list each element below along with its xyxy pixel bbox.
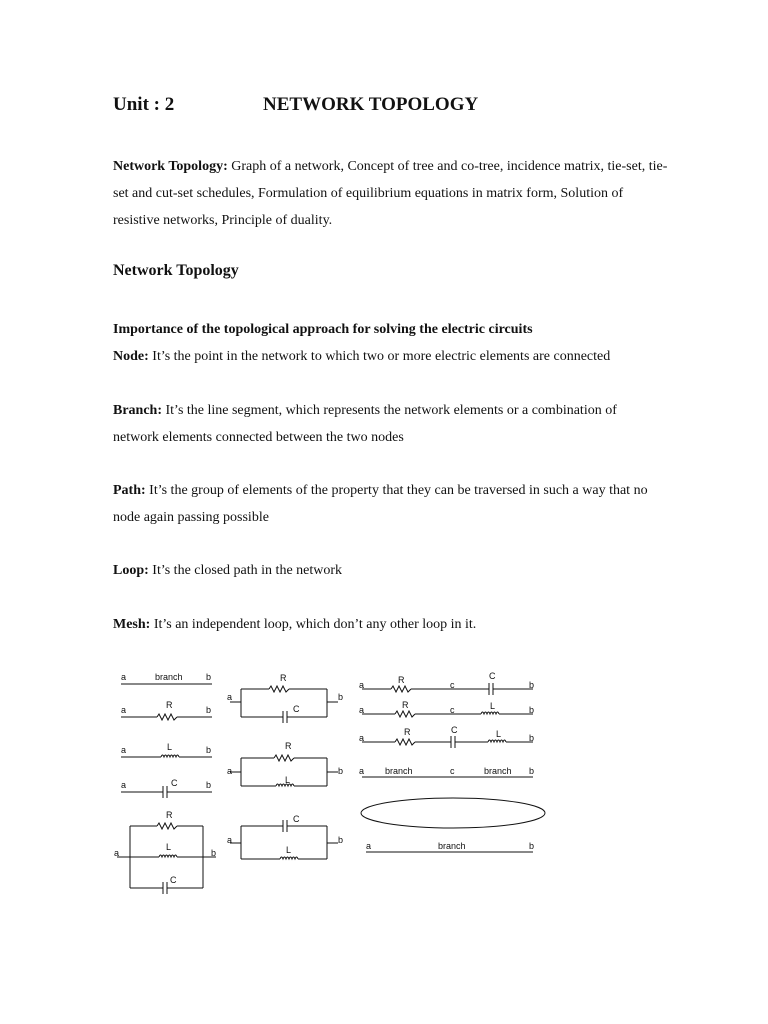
definition-text: It’s the closed path in the network: [152, 563, 343, 578]
page-title: NETWORK TOPOLOGY: [263, 94, 479, 115]
branch-label: branch: [484, 766, 512, 776]
node-label-a: a: [114, 848, 120, 858]
definition-text: It’s the line segment, which represents the network elements or a combination of network elements connected between the two nodes: [113, 403, 617, 445]
node-label-a: a: [227, 692, 233, 702]
definition-text: It’s the group of elements of the property that they can be traversed in such a way that no node again passing possible: [113, 483, 648, 525]
diagram-resistor: [121, 700, 212, 720]
node-label-b: b: [206, 780, 212, 790]
capacitor-label: C: [489, 671, 496, 681]
inductor-label: L: [285, 775, 291, 785]
capacitor-label: C: [293, 814, 300, 824]
node-label-a: a: [359, 705, 365, 715]
diagram-series-rc: [359, 671, 534, 695]
node-label-a: a: [227, 766, 233, 776]
capacitor-label: C: [171, 778, 178, 788]
node-label-b: b: [529, 705, 535, 715]
diagram-inductor: [121, 742, 212, 757]
node-label-b: b: [529, 841, 535, 851]
node-label-a: a: [227, 835, 233, 845]
diagram-branch: [121, 672, 212, 684]
syllabus-label: Network Topology:: [113, 159, 228, 174]
diagram-parallel-rc: [227, 673, 343, 723]
resistor-label: R: [166, 810, 173, 820]
node-label-a: a: [359, 766, 365, 776]
inductor-label: L: [496, 729, 502, 739]
node-label-c: c: [450, 680, 455, 690]
node-label-b: b: [338, 692, 344, 702]
branch-label: branch: [385, 766, 413, 776]
node-label-a: a: [121, 672, 127, 682]
diagram-two-branches: [359, 766, 534, 777]
capacitor-label: C: [170, 875, 177, 885]
inductor-label: L: [166, 842, 172, 852]
node-label-b: b: [206, 705, 212, 715]
resistor-label: R: [398, 675, 405, 685]
node-label-b: b: [338, 835, 344, 845]
node-label-a: a: [121, 780, 127, 790]
resistor-label: R: [404, 727, 411, 737]
importance-heading-text: Importance of the topological approach for solving the electric circuits: [113, 322, 533, 337]
node-label-b: b: [206, 672, 212, 682]
node-label-a: a: [121, 705, 127, 715]
diagram-capacitor: [121, 778, 212, 798]
diagram-series-rl: [359, 700, 534, 717]
resistor-label: R: [285, 741, 292, 751]
resistor-label: R: [166, 700, 173, 710]
closed-loop-ellipse: [361, 798, 545, 828]
node-label-b: b: [338, 766, 344, 776]
inductor-label: L: [490, 701, 496, 711]
diagram-single-branch: [366, 841, 534, 852]
node-label-c: c: [450, 705, 455, 715]
node-label-b: b: [529, 766, 535, 776]
inductor-label: L: [167, 742, 173, 752]
resistor-label: R: [280, 673, 287, 683]
resistor-label: R: [402, 700, 409, 710]
definition-term: Branch:: [113, 403, 162, 418]
node-label-b: b: [529, 733, 535, 743]
diagram-series-rcl: [359, 725, 534, 748]
branch-label: branch: [155, 672, 183, 682]
syllabus-text: Graph of a network, Concept of tree and co-tree, incidence matrix, tie-set, tie-set and cut-set schedules, Formulation of equilibrium equations in matrix form, Solution of resistive networks, Principle of duality.: [113, 159, 668, 228]
diagram-parallel-lc: [227, 814, 343, 859]
node-label-a: a: [359, 680, 365, 690]
definition-text: It’s the point in the network to which two or more electric elements are connected: [152, 349, 611, 364]
node-label-a: a: [366, 841, 372, 851]
diagram-parallel-rl: [227, 741, 343, 786]
node-label-c: c: [450, 766, 455, 776]
capacitor-label: C: [451, 725, 458, 735]
node-label-a: a: [121, 745, 127, 755]
section-heading: Network Topology: [113, 262, 239, 279]
branch-label: branch: [438, 841, 466, 851]
definition-term: Loop:: [113, 563, 149, 578]
node-label-b: b: [211, 848, 217, 858]
definition-term: Path:: [113, 483, 146, 498]
definition-text: It’s an independent loop, which don’t any other loop in it.: [153, 617, 477, 632]
unit-number: Unit : 2: [113, 94, 175, 115]
node-label-b: b: [529, 680, 535, 690]
definition-term: Node:: [113, 349, 149, 364]
node-label-a: a: [359, 733, 365, 743]
diagram-parallel-rlc: [114, 810, 216, 894]
inductor-label: L: [286, 845, 292, 855]
node-label-b: b: [206, 745, 212, 755]
capacitor-label: C: [293, 704, 300, 714]
definition-term: Mesh:: [113, 617, 151, 632]
